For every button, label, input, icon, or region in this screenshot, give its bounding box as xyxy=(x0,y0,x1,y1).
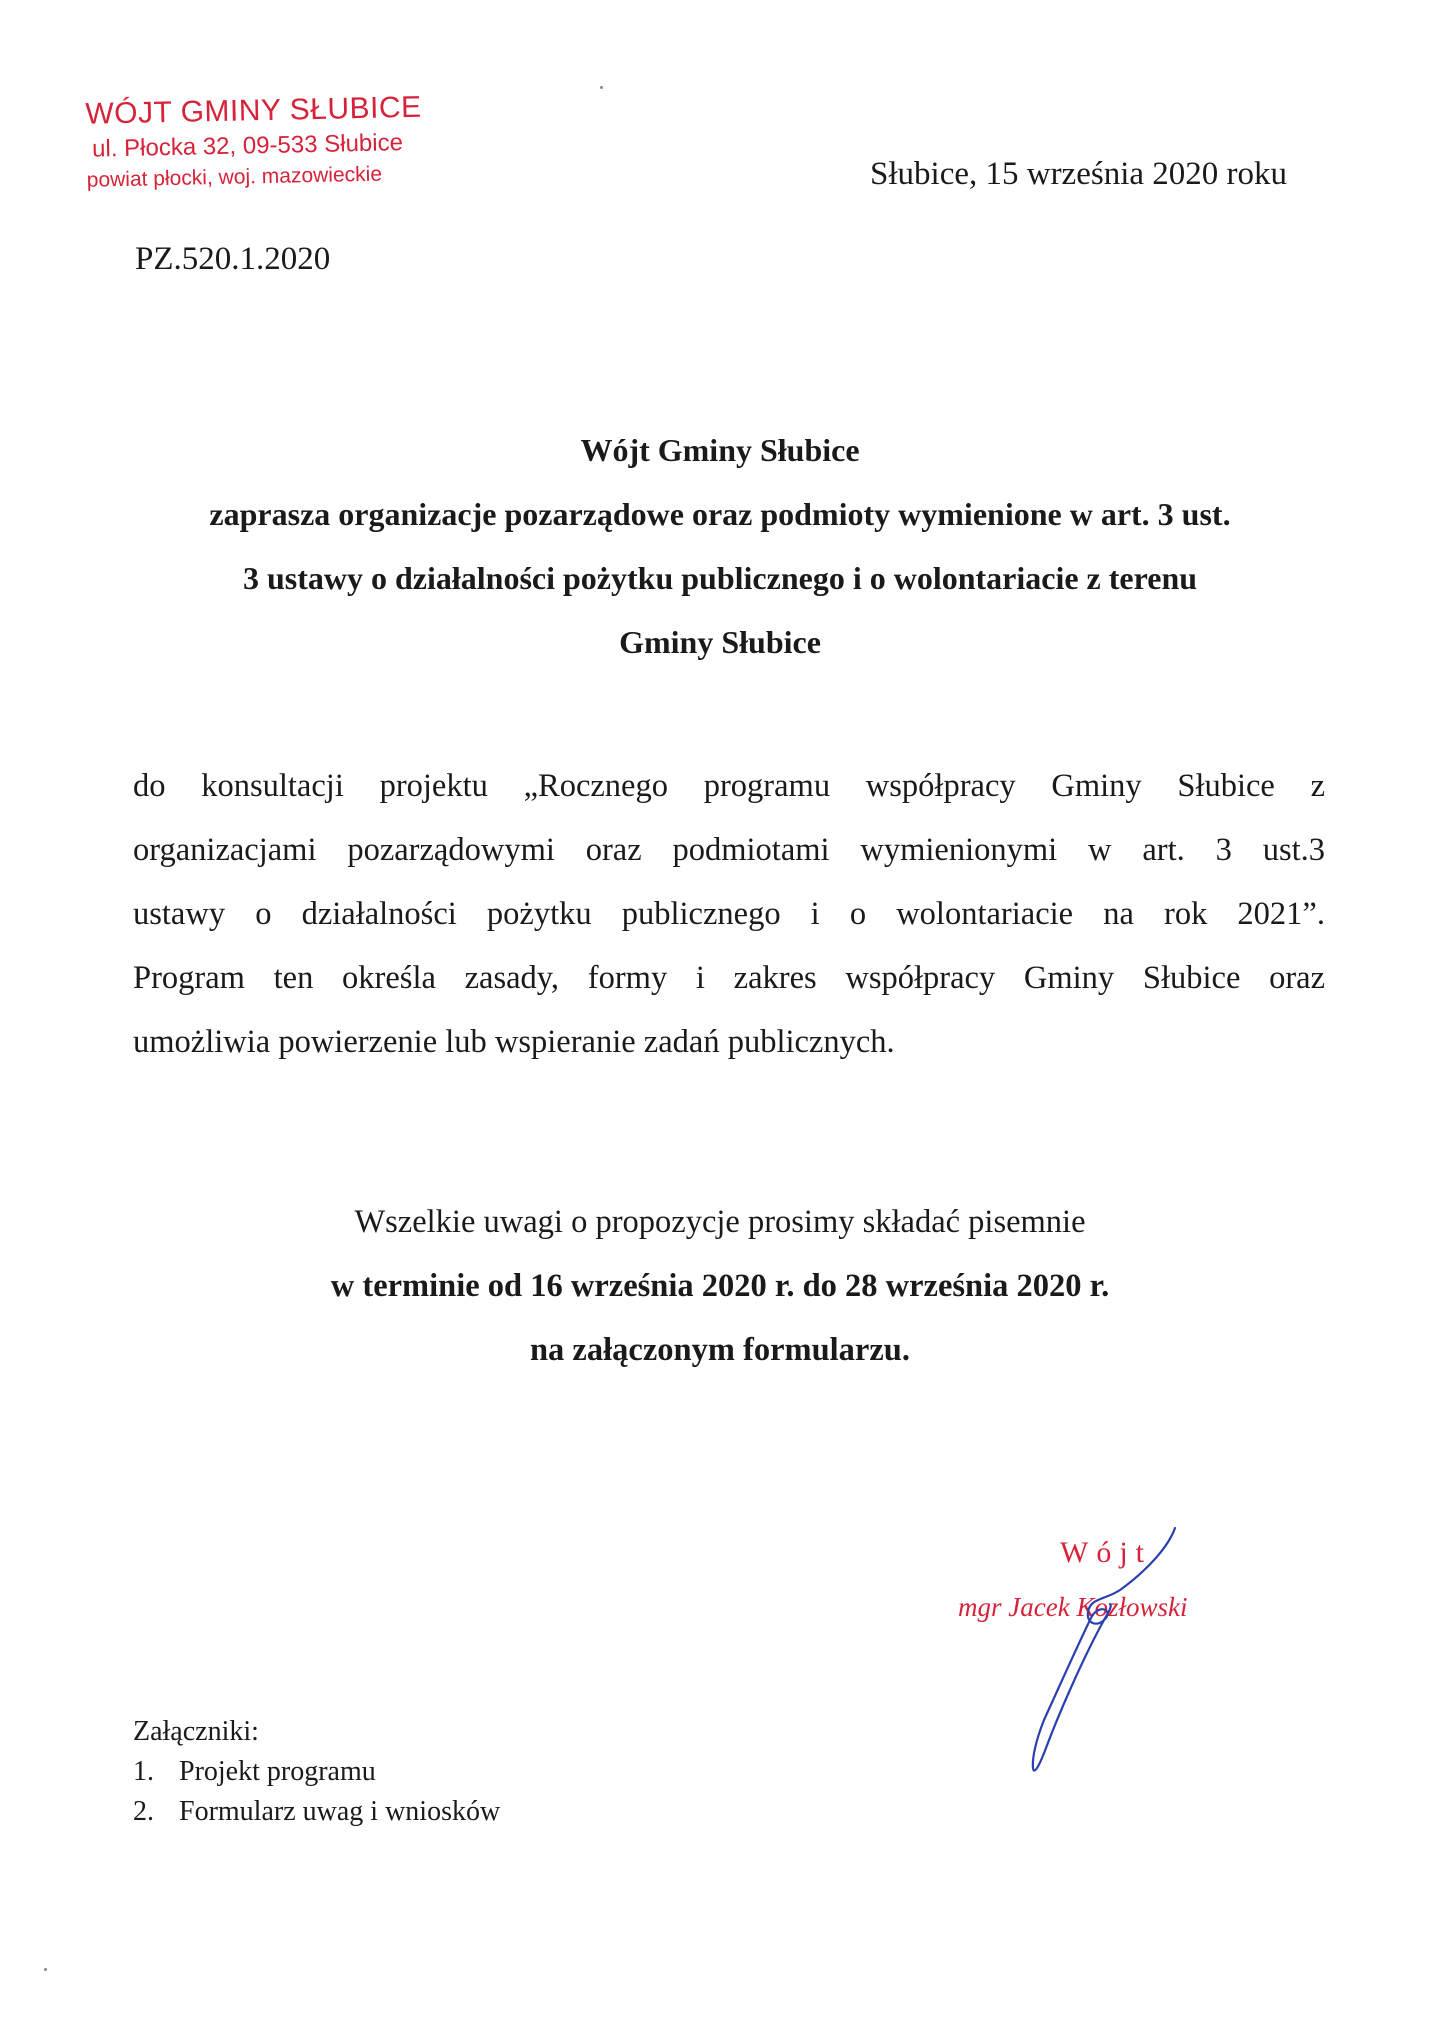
body-line-1: do konsultacji projektu „Rocznego programu współpracy Gminy Słubice z xyxy=(133,768,1325,804)
body-line-4: Program ten określa zasady, formy i zakres współpracy Gminy Słubice oraz xyxy=(133,960,1325,996)
attachment-text: Formularz uwag i wniosków xyxy=(179,1796,501,1827)
stamp-office-name: WÓJT GMINY SŁUBICE xyxy=(85,90,422,131)
body-line-5: umożliwia powierzenie lub wspieranie zadań publicznych. xyxy=(133,1024,895,1060)
body-paragraph xyxy=(133,754,1325,1074)
stamp-district: powiat płocki, woj. mazowieckie xyxy=(86,162,383,192)
heading-line-4: Gminy Słubice xyxy=(619,624,821,660)
handwritten-signature xyxy=(940,1520,1270,1790)
scan-artifact xyxy=(44,1968,47,1971)
notice-deadline: w terminie od 16 września 2020 r. do 28 września 2020 r. xyxy=(330,1268,1110,1304)
attachment-item xyxy=(133,1792,500,1832)
submission-notice xyxy=(120,1190,1320,1382)
stamp-address: ul. Płocka 32, 09-533 Słubice xyxy=(91,129,404,163)
signature-title: Wójt xyxy=(1060,1536,1152,1569)
attachment-text: Projekt programu xyxy=(179,1756,376,1787)
office-stamp xyxy=(85,88,447,196)
body-line-3: ustawy o działalności pożytku publicznego i o wolontariacie na rok 2021”. xyxy=(133,896,1325,932)
attachment-number: 2. xyxy=(133,1796,154,1827)
notice-line-1: Wszelkie uwagi o propozycje prosimy składać pisemnie xyxy=(354,1204,1086,1240)
heading-line-1: Wójt Gminy Słubice xyxy=(580,432,860,468)
heading-line-3: 3 ustawy o działalności pożytku publicznego i o wolontariacie z terenu xyxy=(242,560,1198,596)
letter-heading xyxy=(120,418,1320,674)
attachment-number: 1. xyxy=(133,1756,154,1787)
attachments-label: Załączniki: xyxy=(133,1716,259,1747)
attachment-item xyxy=(133,1752,500,1792)
scan-artifact xyxy=(600,86,603,89)
attachments-section xyxy=(133,1712,500,1832)
body-line-2: organizacjami pozarządowymi oraz podmiotami wymienionymi w art. 3 ust.3 xyxy=(133,832,1325,868)
signature-name: mgr Jacek Kozłowski xyxy=(958,1592,1188,1622)
signature-block xyxy=(940,1520,1270,1790)
attachments-list xyxy=(133,1752,500,1832)
notice-form: na załączonym formularzu. xyxy=(529,1332,910,1368)
heading-line-2: zaprasza organizacje pozarządowe oraz podmioty wymienione w art. 3 ust. xyxy=(209,496,1231,532)
place-and-date: Słubice, 15 września 2020 roku xyxy=(870,156,1287,192)
reference-number: PZ.520.1.2020 xyxy=(135,241,331,277)
